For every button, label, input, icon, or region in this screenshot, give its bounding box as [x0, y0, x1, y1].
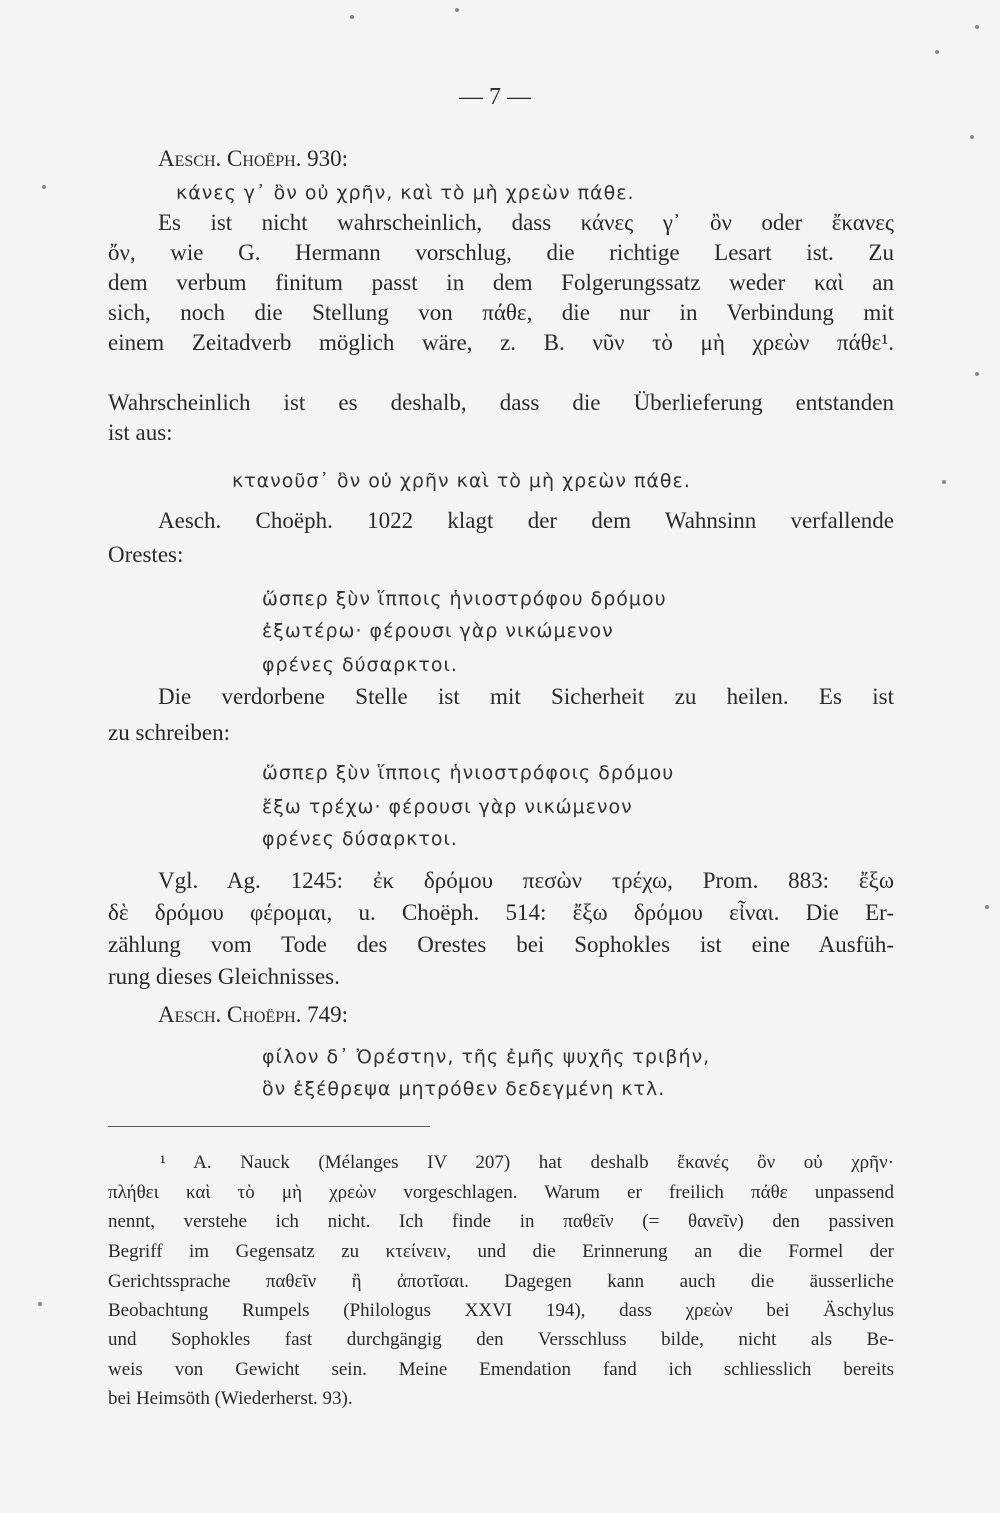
- scan-speck: [935, 50, 939, 54]
- paragraph-line: Orestes:: [108, 542, 184, 567]
- citation-heading: Aesch. Choëph. 749:: [158, 1002, 349, 1027]
- paragraph-line: Es ist nicht wahrscheinlich, dass κάνες γ᾽ ὂν oder ἔκανες: [158, 210, 894, 235]
- greek-verse: κτανοῦσ᾽ ὂν οὐ χρῆν καὶ τὸ μὴ χρεὼν πάθε.: [232, 470, 691, 492]
- scan-speck: [970, 135, 974, 139]
- paragraph-line: δὲ δρόμου φέρομαι, u. Choëph. 514: ἔξω δρόμου εἶναι. Die Er-: [108, 900, 894, 925]
- paragraph-line: rung dieses Gleichnisses.: [108, 964, 340, 989]
- footnote-line: nennt, verstehe ich nicht. Ich finde in παθεῖν (= θανεῖν) den passiven: [108, 1211, 894, 1232]
- paragraph-line: einem Zeitadverb möglich wäre, z. B. νῦν τὸ μὴ χρεὼν πάθε¹.: [108, 330, 894, 355]
- footnote-line: und Sophokles fast durchgängig den Versschluss bilde, nicht als Be-: [108, 1329, 894, 1350]
- paragraph-line: Aesch. Choëph. 1022 klagt der dem Wahnsinn verfallende: [158, 508, 894, 533]
- scan-speck: [975, 25, 979, 29]
- scan-speck: [455, 8, 459, 12]
- footnote-line: πλήθει καὶ τὸ μὴ χρεὼν vorgeschlagen. Warum er freilich πάθε unpassend: [108, 1182, 894, 1203]
- greek-verse: φρένες δύσαρκτοι.: [262, 828, 458, 850]
- footnote-line: weis von Gewicht sein. Meine Emendation fand ich schliesslich bereits: [108, 1359, 894, 1380]
- greek-verse: ἔξω τρέχω· φέρουσι γὰρ νικώμενον: [262, 796, 633, 818]
- scan-speck: [38, 1302, 42, 1306]
- greek-verse: ὥσπερ ξὺν ἵπποις ἡνιοστρόφοις δρόμου: [262, 762, 675, 784]
- footnote-line: Begriff im Gegensatz zu κτείνειν, und die Erinnerung an die Formel der: [108, 1241, 894, 1262]
- scan-speck: [975, 372, 979, 376]
- scan-speck: [985, 905, 989, 909]
- greek-verse: φίλον δ᾽ Ὀρέστην, τῆς ἐμῆς ψυχῆς τριβήν,: [262, 1046, 711, 1068]
- citation-heading: Aesch. Choëph. 930:: [158, 146, 349, 171]
- paragraph-line: ist aus:: [108, 420, 173, 445]
- paragraph-line: zu schreiben:: [108, 720, 230, 745]
- scan-speck: [942, 480, 946, 484]
- footnote-line: bei Heimsöth (Wiederherst. 93).: [108, 1388, 353, 1409]
- page-number: — 7 —: [459, 84, 531, 110]
- scan-speck: [350, 15, 354, 19]
- paragraph-line: Wahrscheinlich ist es deshalb, dass die Überlieferung entstanden: [108, 390, 894, 415]
- paragraph-line: Vgl. Ag. 1245: ἐκ δρόμου πεσὼν τρέχω, Prom. 883: ἔξω: [158, 868, 894, 893]
- greek-verse: ὃν ἐξέθρεψα μητρόθεν δεδεγμένη κτλ.: [262, 1078, 666, 1100]
- greek-verse: ὥσπερ ξὺν ἵπποις ἡνιοστρόφου δρόμου: [262, 588, 667, 610]
- greek-verse: ἐξωτέρω· φέρουσι γὰρ νικώμενον: [262, 620, 614, 642]
- footnote-divider: [108, 1126, 430, 1127]
- footnote-line: Beobachtung Rumpels (Philologus XXVI 194), dass χρεὼν bei Äschylus: [108, 1300, 894, 1321]
- greek-verse: κάνες γ᾽ ὂν οὐ χρῆν, καὶ τὸ μὴ χρεὼν πάθε.: [176, 182, 635, 204]
- paragraph-line: zählung vom Tode des Orestes bei Sophokles ist eine Ausfüh-: [108, 932, 894, 957]
- footnote-line: Gerichtssprache παθεῖν ἢ ἀποτῖσαι. Dagegen kann auch die äusserliche: [108, 1271, 894, 1292]
- footnote-line: ¹ A. Nauck (Mélanges IV 207) hat deshalb ἔκανές ὂν οὐ χρῆν·: [160, 1152, 894, 1173]
- paragraph-line: dem verbum finitum passt in dem Folgerungssatz weder καὶ an: [108, 270, 894, 295]
- paragraph-line: ὄν, wie G. Hermann vorschlug, die richtige Lesart ist. Zu: [108, 240, 894, 265]
- paragraph-line: Die verdorbene Stelle ist mit Sicherheit zu heilen. Es ist: [158, 684, 894, 709]
- greek-verse: φρένες δύσαρκτοι.: [262, 654, 458, 676]
- scan-speck: [42, 185, 46, 189]
- paragraph-line: sich, noch die Stellung von πάθε, die nur in Verbindung mit: [108, 300, 894, 325]
